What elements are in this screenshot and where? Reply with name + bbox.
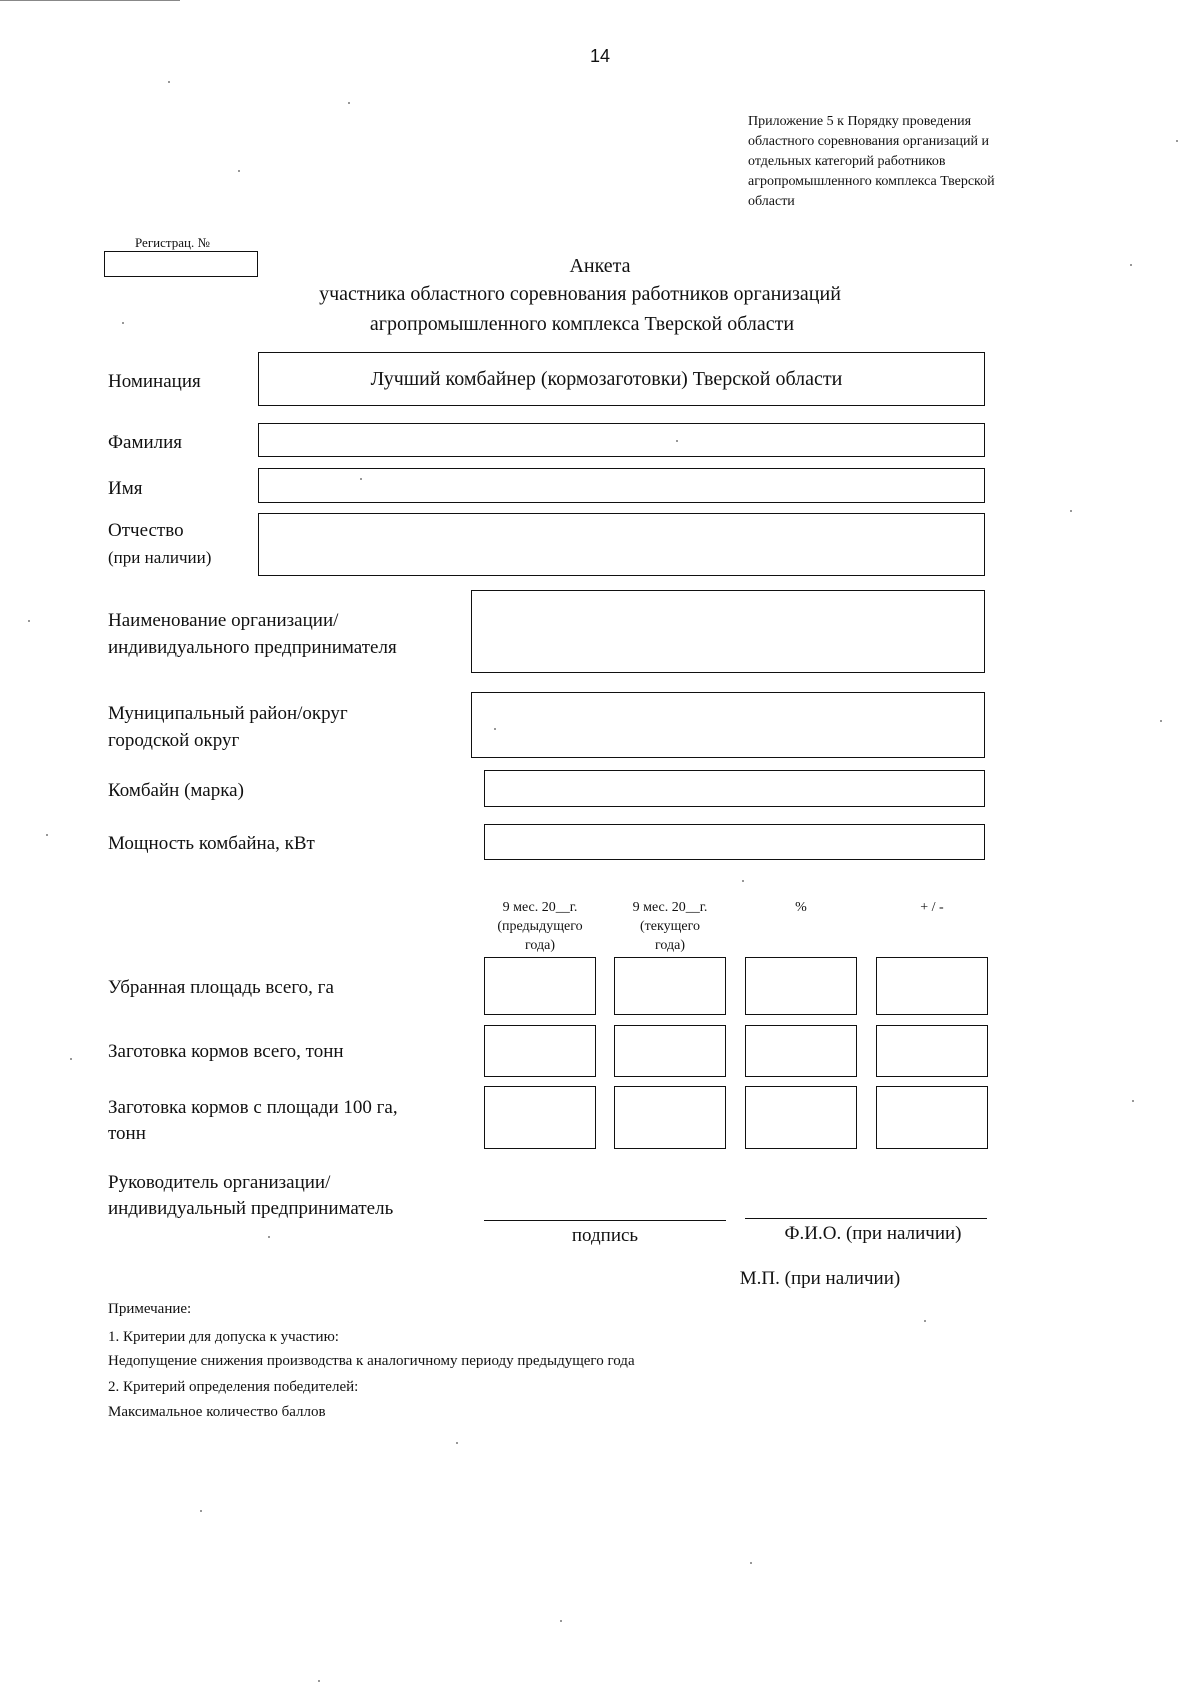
fio-line[interactable] <box>745 1218 987 1219</box>
registration-label: Регистрац. № <box>135 235 210 250</box>
cell-feed-total-percent[interactable] <box>745 1025 857 1077</box>
organization-field[interactable] <box>471 590 985 673</box>
patronymic-note: (при наличии) <box>108 548 212 567</box>
column-header-previous-year <box>484 898 596 955</box>
form-title: Анкета <box>569 255 631 277</box>
cell-feed-total-current[interactable] <box>614 1025 726 1077</box>
surname-label: Фамилия <box>108 432 183 453</box>
cell-feed-total-previous[interactable] <box>484 1025 596 1077</box>
scan-speck <box>742 880 744 882</box>
cell-feed-per-100ha-difference[interactable] <box>876 1086 988 1149</box>
scan-speck <box>268 1236 270 1238</box>
nomination-field <box>258 352 985 406</box>
appendix-line: отдельных категорий работников <box>748 154 946 169</box>
form-subtitle-line2: агропромышленного комплекса Тверской области <box>369 313 795 335</box>
cell-feed-per-100ha-percent[interactable] <box>745 1086 857 1149</box>
scan-speck <box>750 1562 752 1564</box>
signatory-label-line2: индивидуальный предприниматель <box>108 1198 394 1219</box>
scan-speck <box>70 1058 72 1060</box>
signatory-label-line1: Руководитель организации/ <box>108 1172 331 1193</box>
appendix-note <box>748 112 1048 212</box>
column-header-percent <box>745 898 857 917</box>
page-number: 14 <box>589 46 611 66</box>
row-label-feed-per-100ha-unit: тонн <box>108 1123 146 1144</box>
name-field[interactable] <box>258 468 985 503</box>
scan-speck <box>200 1510 202 1512</box>
scan-speck <box>360 478 362 480</box>
scan-speck <box>28 620 30 622</box>
scan-speck <box>1176 140 1178 142</box>
column-header-line: года) <box>655 938 685 953</box>
row-label-feed-per-100ha: Заготовка кормов с площади 100 га, <box>108 1097 398 1118</box>
notes-item2-title: 2. Критерий определения победителей: <box>108 1379 359 1395</box>
column-header-line: + / - <box>920 900 944 915</box>
cell-feed-per-100ha-previous[interactable] <box>484 1086 596 1149</box>
scan-speck <box>560 1620 562 1622</box>
signature-caption: подпись <box>571 1225 639 1246</box>
stamp-caption: М.П. (при наличии) <box>739 1268 901 1289</box>
scan-speck <box>924 1320 926 1322</box>
cell-harvested-area-difference[interactable] <box>876 957 988 1015</box>
notes-item1-text: Недопущение снижения производства к аналогичному периоду предыдущего года <box>108 1353 635 1369</box>
district-label-line2: городской округ <box>108 730 240 751</box>
surname-field[interactable] <box>258 423 985 457</box>
district-label-line1: Муниципальный район/округ <box>108 703 348 724</box>
column-header-line: 9 мес. 20__г. <box>632 900 708 915</box>
notes-item1-title: 1. Критерии для допуска к участию: <box>108 1329 339 1345</box>
column-header-line: года) <box>525 938 555 953</box>
form-subtitle-line1: участника областного соревнования работников организаций <box>319 283 841 305</box>
appendix-line: области <box>748 194 795 209</box>
scan-speck <box>238 170 240 172</box>
cell-feed-per-100ha-current[interactable] <box>614 1086 726 1149</box>
district-field[interactable] <box>471 692 985 758</box>
patronymic-field[interactable] <box>258 513 985 576</box>
scan-speck <box>1132 1100 1134 1102</box>
column-header-difference <box>876 898 988 917</box>
name-label: Имя <box>108 478 143 499</box>
row-label-harvested-area: Убранная площадь всего, га <box>108 977 334 998</box>
scan-speck <box>348 102 350 104</box>
column-header-line: (предыдущего <box>497 919 583 934</box>
scan-speck <box>318 1680 320 1682</box>
scan-speck <box>168 81 170 83</box>
notes-item2-text: Максимальное количество баллов <box>108 1404 326 1420</box>
column-header-line: 9 мес. 20__г. <box>502 900 578 915</box>
scan-speck <box>46 834 48 836</box>
signature-line[interactable] <box>484 1220 726 1221</box>
scan-speck <box>1160 720 1162 722</box>
combine-brand-field[interactable] <box>484 770 985 807</box>
scan-speck <box>456 1442 458 1444</box>
column-header-line: % <box>795 900 807 915</box>
cell-harvested-area-percent[interactable] <box>745 957 857 1015</box>
appendix-line: областного соревнования организаций и <box>748 134 989 149</box>
notes-heading: Примечание: <box>108 1301 192 1317</box>
appendix-line: Приложение 5 к Порядку проведения <box>748 114 972 129</box>
nomination-value: Лучший комбайнер (кормозаготовки) Тверской области <box>370 367 843 390</box>
patronymic-label: Отчество <box>108 520 184 541</box>
scan-speck <box>1070 510 1072 512</box>
scan-speck <box>494 728 496 730</box>
nomination-label: Номинация <box>108 371 201 392</box>
cell-feed-total-difference[interactable] <box>876 1025 988 1077</box>
org-label-line2: индивидуального предпринимателя <box>108 637 397 658</box>
scan-speck <box>122 322 124 324</box>
org-label-line1: Наименование организации/ <box>108 610 339 631</box>
appendix-line: агропромышленного комплекса Тверской <box>748 174 995 189</box>
cell-harvested-area-current[interactable] <box>614 957 726 1015</box>
combine-label: Комбайн (марка) <box>108 780 244 801</box>
row-label-feed-total: Заготовка кормов всего, тонн <box>108 1041 344 1062</box>
combine-power-field[interactable] <box>484 824 985 860</box>
cell-harvested-area-previous[interactable] <box>484 957 596 1015</box>
column-header-current-year <box>614 898 726 955</box>
scan-edge-line <box>0 0 180 1</box>
power-label: Мощность комбайна, кВт <box>108 833 315 854</box>
scan-speck <box>1130 264 1132 266</box>
fio-caption: Ф.И.О. (при наличии) <box>784 1223 962 1244</box>
scan-speck <box>676 440 678 442</box>
column-header-line: (текущего <box>640 919 700 934</box>
